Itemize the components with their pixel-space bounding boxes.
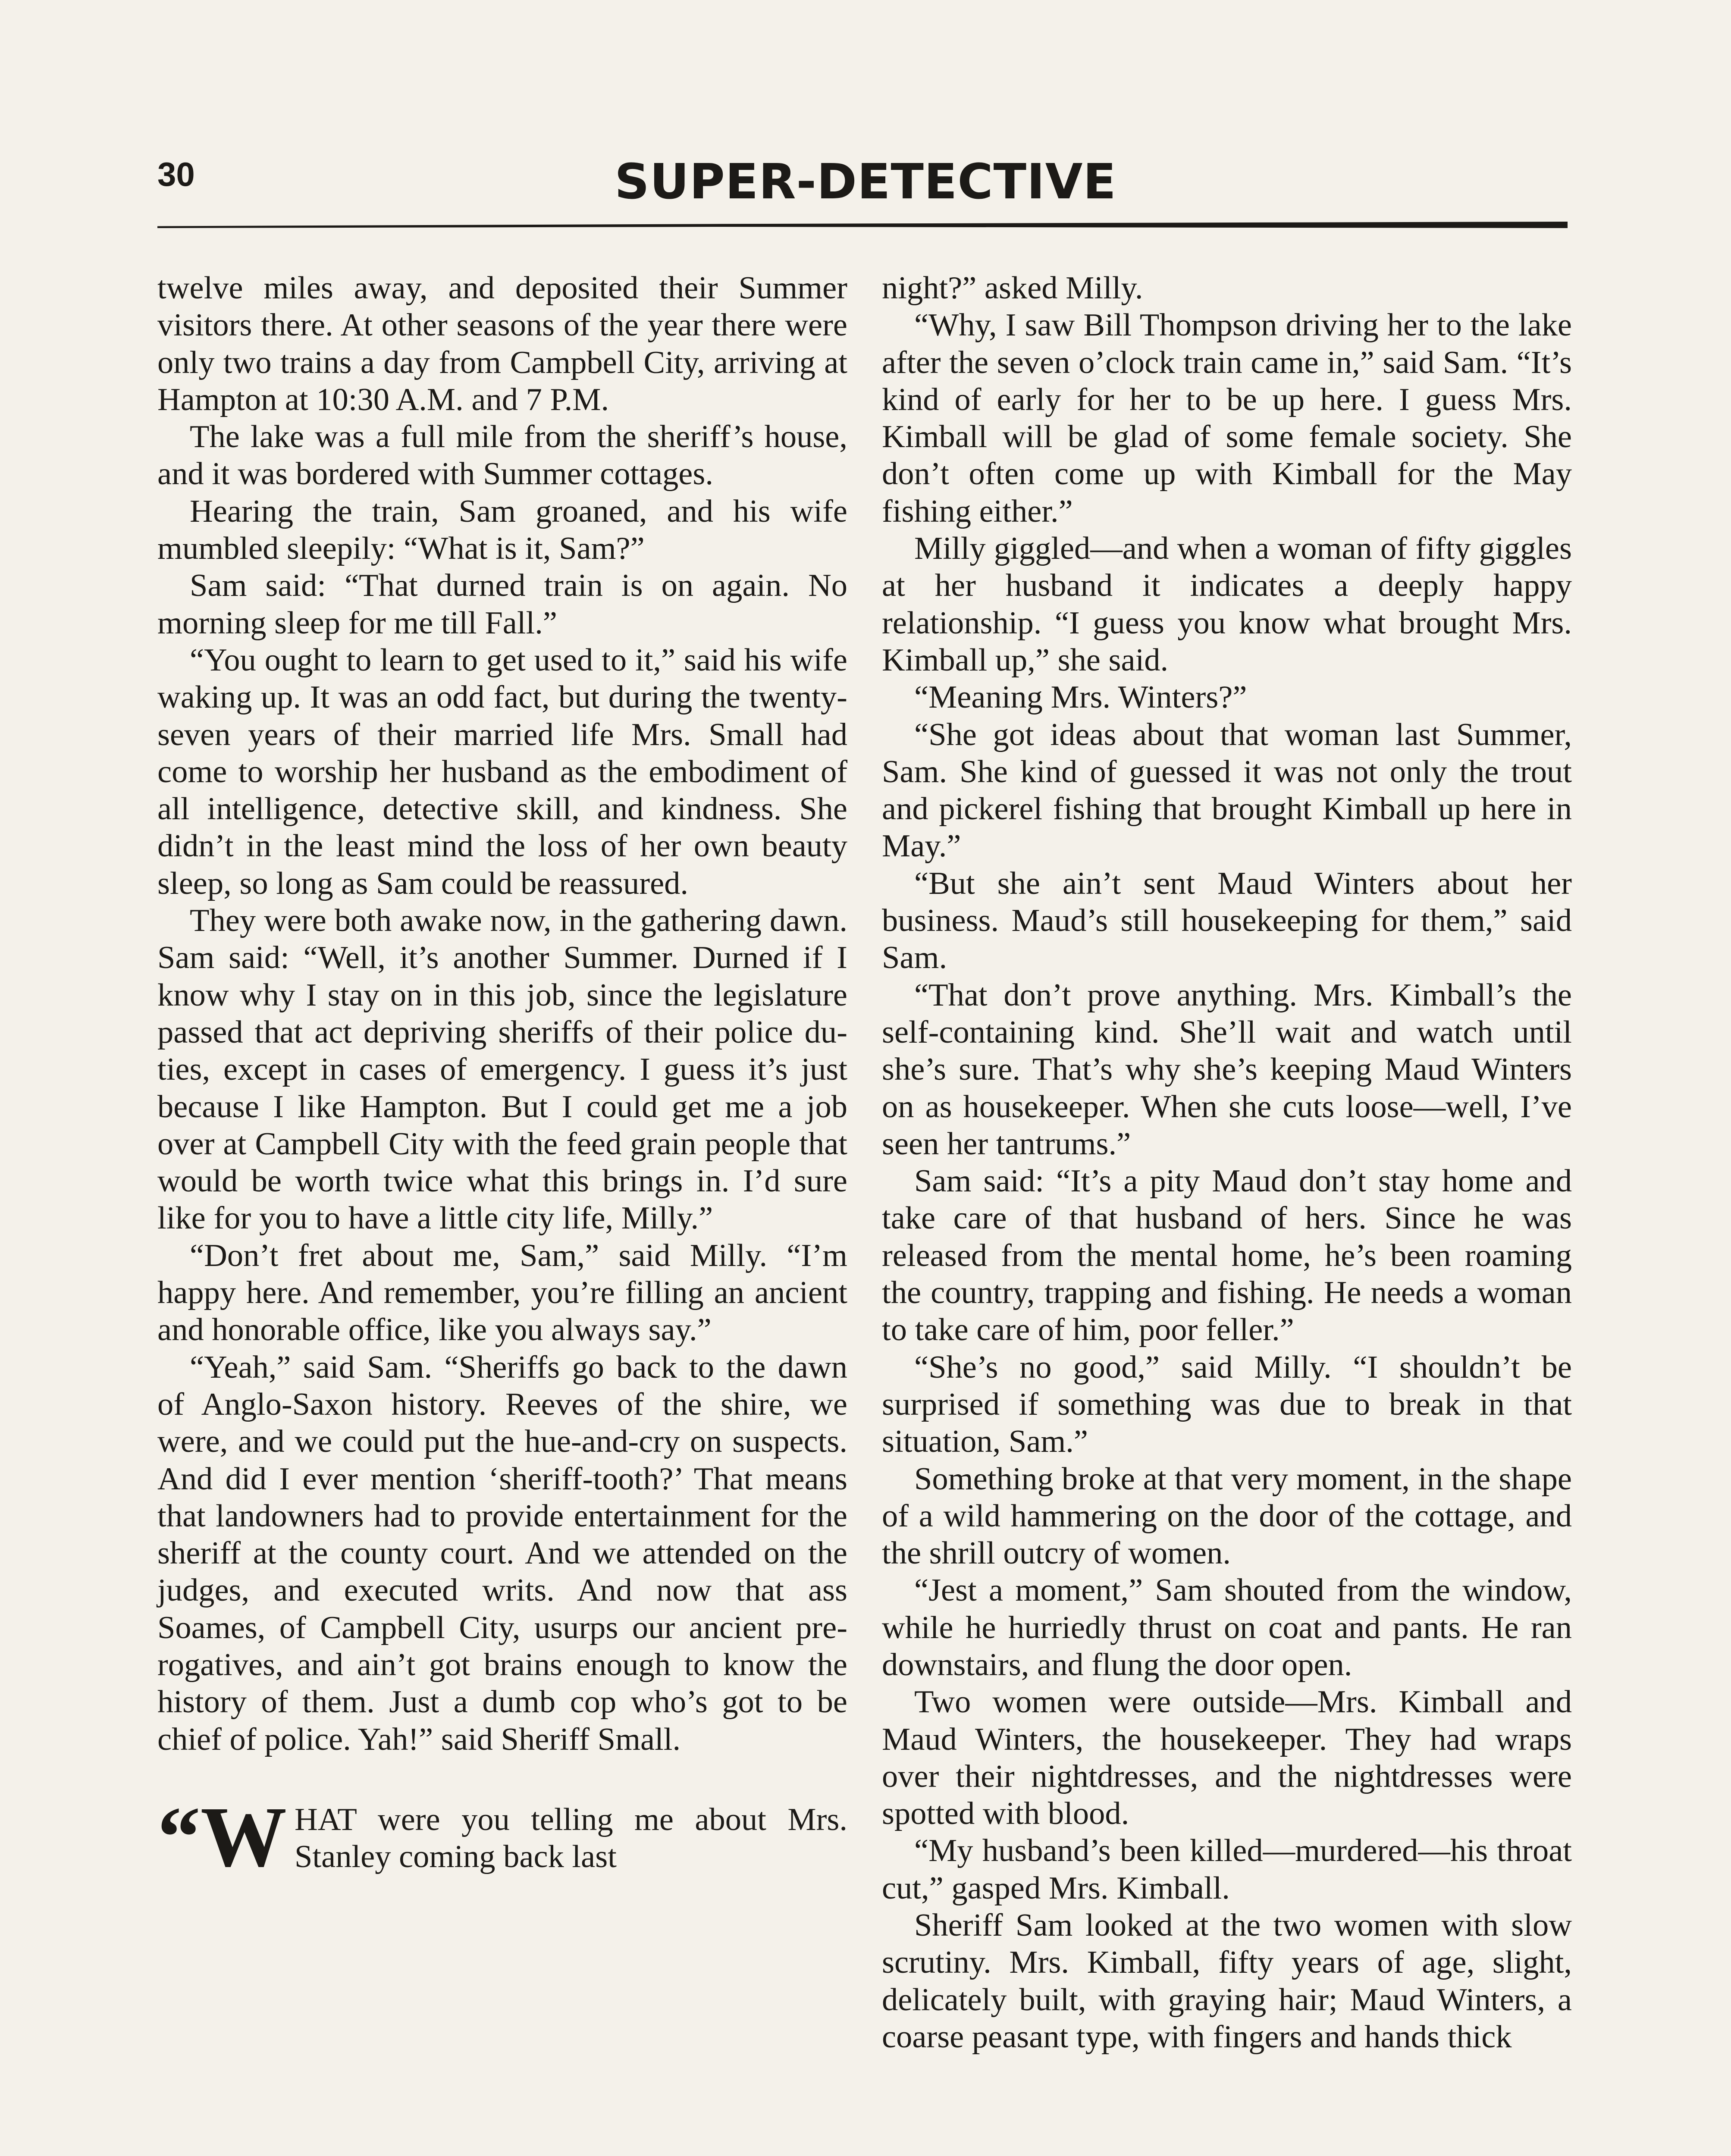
header-rule bbox=[157, 222, 1568, 228]
paragraph: twelve miles away, and deposited their Summer visitors there. At other seasons of the year there were only two trains a day from Campbell City, arriving at Hampton at 10:30 A.M. and 7 P.M. bbox=[157, 270, 847, 417]
page-number: 30 bbox=[157, 155, 195, 193]
paragraph: “Why, I saw Bill Thompson driving her to the lake after the seven o’clock train came in,” said Sam. “It’s kind of early for her to be up here. I guess Mrs. Kimball will be glad of some female society. She don’t often come up with Kimball for the May fishing either.” bbox=[882, 307, 1572, 529]
paragraph: “That don’t prove anything. Mrs. Kimball’s the self-containing kind. She’ll wait and watch until she’s sure. That’s why she’s keeping Maud Winters on as housekeeper. When she cuts loose—well, I’ve seen her tantrums.” bbox=[882, 977, 1572, 1162]
paragraph: “Meaning Mrs. Winters?” bbox=[914, 680, 1247, 715]
paragraph: “Don’t fret about me, Sam,” said Milly. “I’m happy here. And remember, you’re filling an ancient and honorable office, like you always say.” bbox=[157, 1238, 847, 1348]
paragraph: “Yeah,” said Sam. “Sheriffs go back to the dawn of Anglo-Saxon history. Reeves of the shire, we were, and we could put the hue-and-cry on suspects. And did I ever mention ‘sheriff-tooth?’ That means that landowners had to provide entertainment for the sheriff at the county court. And we attended on the judges, and executed writs. And now that ass Soames, of Campbell City, usurps our ancient prerogatives, and ain’t got brains enough to know the history of them. Just a dumb cop who’s got to be chief of police. Yah!” said Sheriff Small. bbox=[157, 1349, 847, 1757]
paragraph: Hearing the train, Sam groaned, and his wife mumbled sleepily: “What is it, Sam?” bbox=[157, 493, 847, 567]
paragraph: “Jest a moment,” Sam shouted from the window, while he hurriedly thrust on coat and pants. He ran downstairs, and flung the door open. bbox=[882, 1573, 1572, 1683]
left-column bbox=[157, 270, 847, 1885]
paragraph: “You ought to learn to get used to it,” said his wife waking up. It was an odd fact, but during the twenty-seven years of their married life Mrs. Small had come to worship her husband as the embodiment of all intelligence, detective skill, and kindness. She didn’t in the least mind the loss of her own beauty sleep, so long as Sam could be reassured. bbox=[157, 642, 847, 901]
paragraph: Sam said: “It’s a pity Maud don’t stay home and take care of that husband of hers. Since he was released from the mental home, he’s been roaming the country, trapping and fishing. He needs a woman to take care of him, poor feller.” bbox=[882, 1163, 1572, 1348]
paragraph: night?” asked Milly. bbox=[882, 270, 1143, 306]
paragraph: The lake was a full mile from the sheriff’s house, and it was bordered with Summer cottages. bbox=[157, 419, 847, 492]
paragraph: “My husband’s been killed—murdered—his throat cut,” gasped Mrs. Kimball. bbox=[882, 1833, 1572, 1906]
right-column bbox=[882, 270, 1572, 2056]
paragraph: Sheriff Sam looked at the two women with slow scrutiny. Mrs. Kimball, fifty years of age, slight, delicately built, with graying hair; Maud Winters, a coarse peasant type, with fingers and hands thick bbox=[882, 1908, 1572, 2055]
paragraph: “She got ideas about that woman last Summer, Sam. She kind of guessed it was not only the trout and pickerel fishing that brought Kimball up here in May.” bbox=[882, 717, 1572, 864]
dropcap-paragraph-text: HAT were you telling me about Mrs. Stanley coming back last bbox=[295, 1802, 847, 1875]
paragraph: Two women were outside—Mrs. Kimball and Maud Winters, the housekeeper. They had wraps over their nightdresses, and the nightdresses were spotted with blood. bbox=[882, 1684, 1572, 1832]
paragraph: “But she ain’t sent Maud Winters about her business. Maud’s still housekeeping for them,” said Sam. bbox=[882, 865, 1572, 976]
paragraph: Something broke at that very moment, in the shape of a wild hammering on the door of the cottage, and the shrill outcry of women. bbox=[882, 1461, 1572, 1571]
paragraph: They were both awake now, in the gathering dawn. Sam said: “Well, it’s another Summer. Durned if I know why I stay on in this job, since the legislature passed that act depriving sheriffs of their police duties, except in cases of emergency. I guess it’s just because I like Hampton. But I could get me a job over at Campbell City with the feed grain people that would be worth twice what this brings in. I’d sure like for you to have a little city life, Milly.” bbox=[157, 903, 847, 1236]
paragraph: Sam said: “That durned train is on again. No morning sleep for me till Fall.” bbox=[157, 568, 847, 641]
running-head-title: SUPER-DETECTIVE bbox=[615, 154, 1116, 210]
dropcap-letter: “W bbox=[157, 1789, 287, 1885]
paragraph: “She’s no good,” said Milly. “I shouldn’t be surprised if something was due to break in that situation, Sam.” bbox=[882, 1349, 1572, 1460]
dropcap-paragraph bbox=[157, 1789, 847, 1885]
paragraph: Milly giggled—and when a woman of fifty giggles at her husband it indicates a deeply happy relationship. “I guess you know what brought Mrs. Kimball up,” she said. bbox=[882, 531, 1572, 678]
